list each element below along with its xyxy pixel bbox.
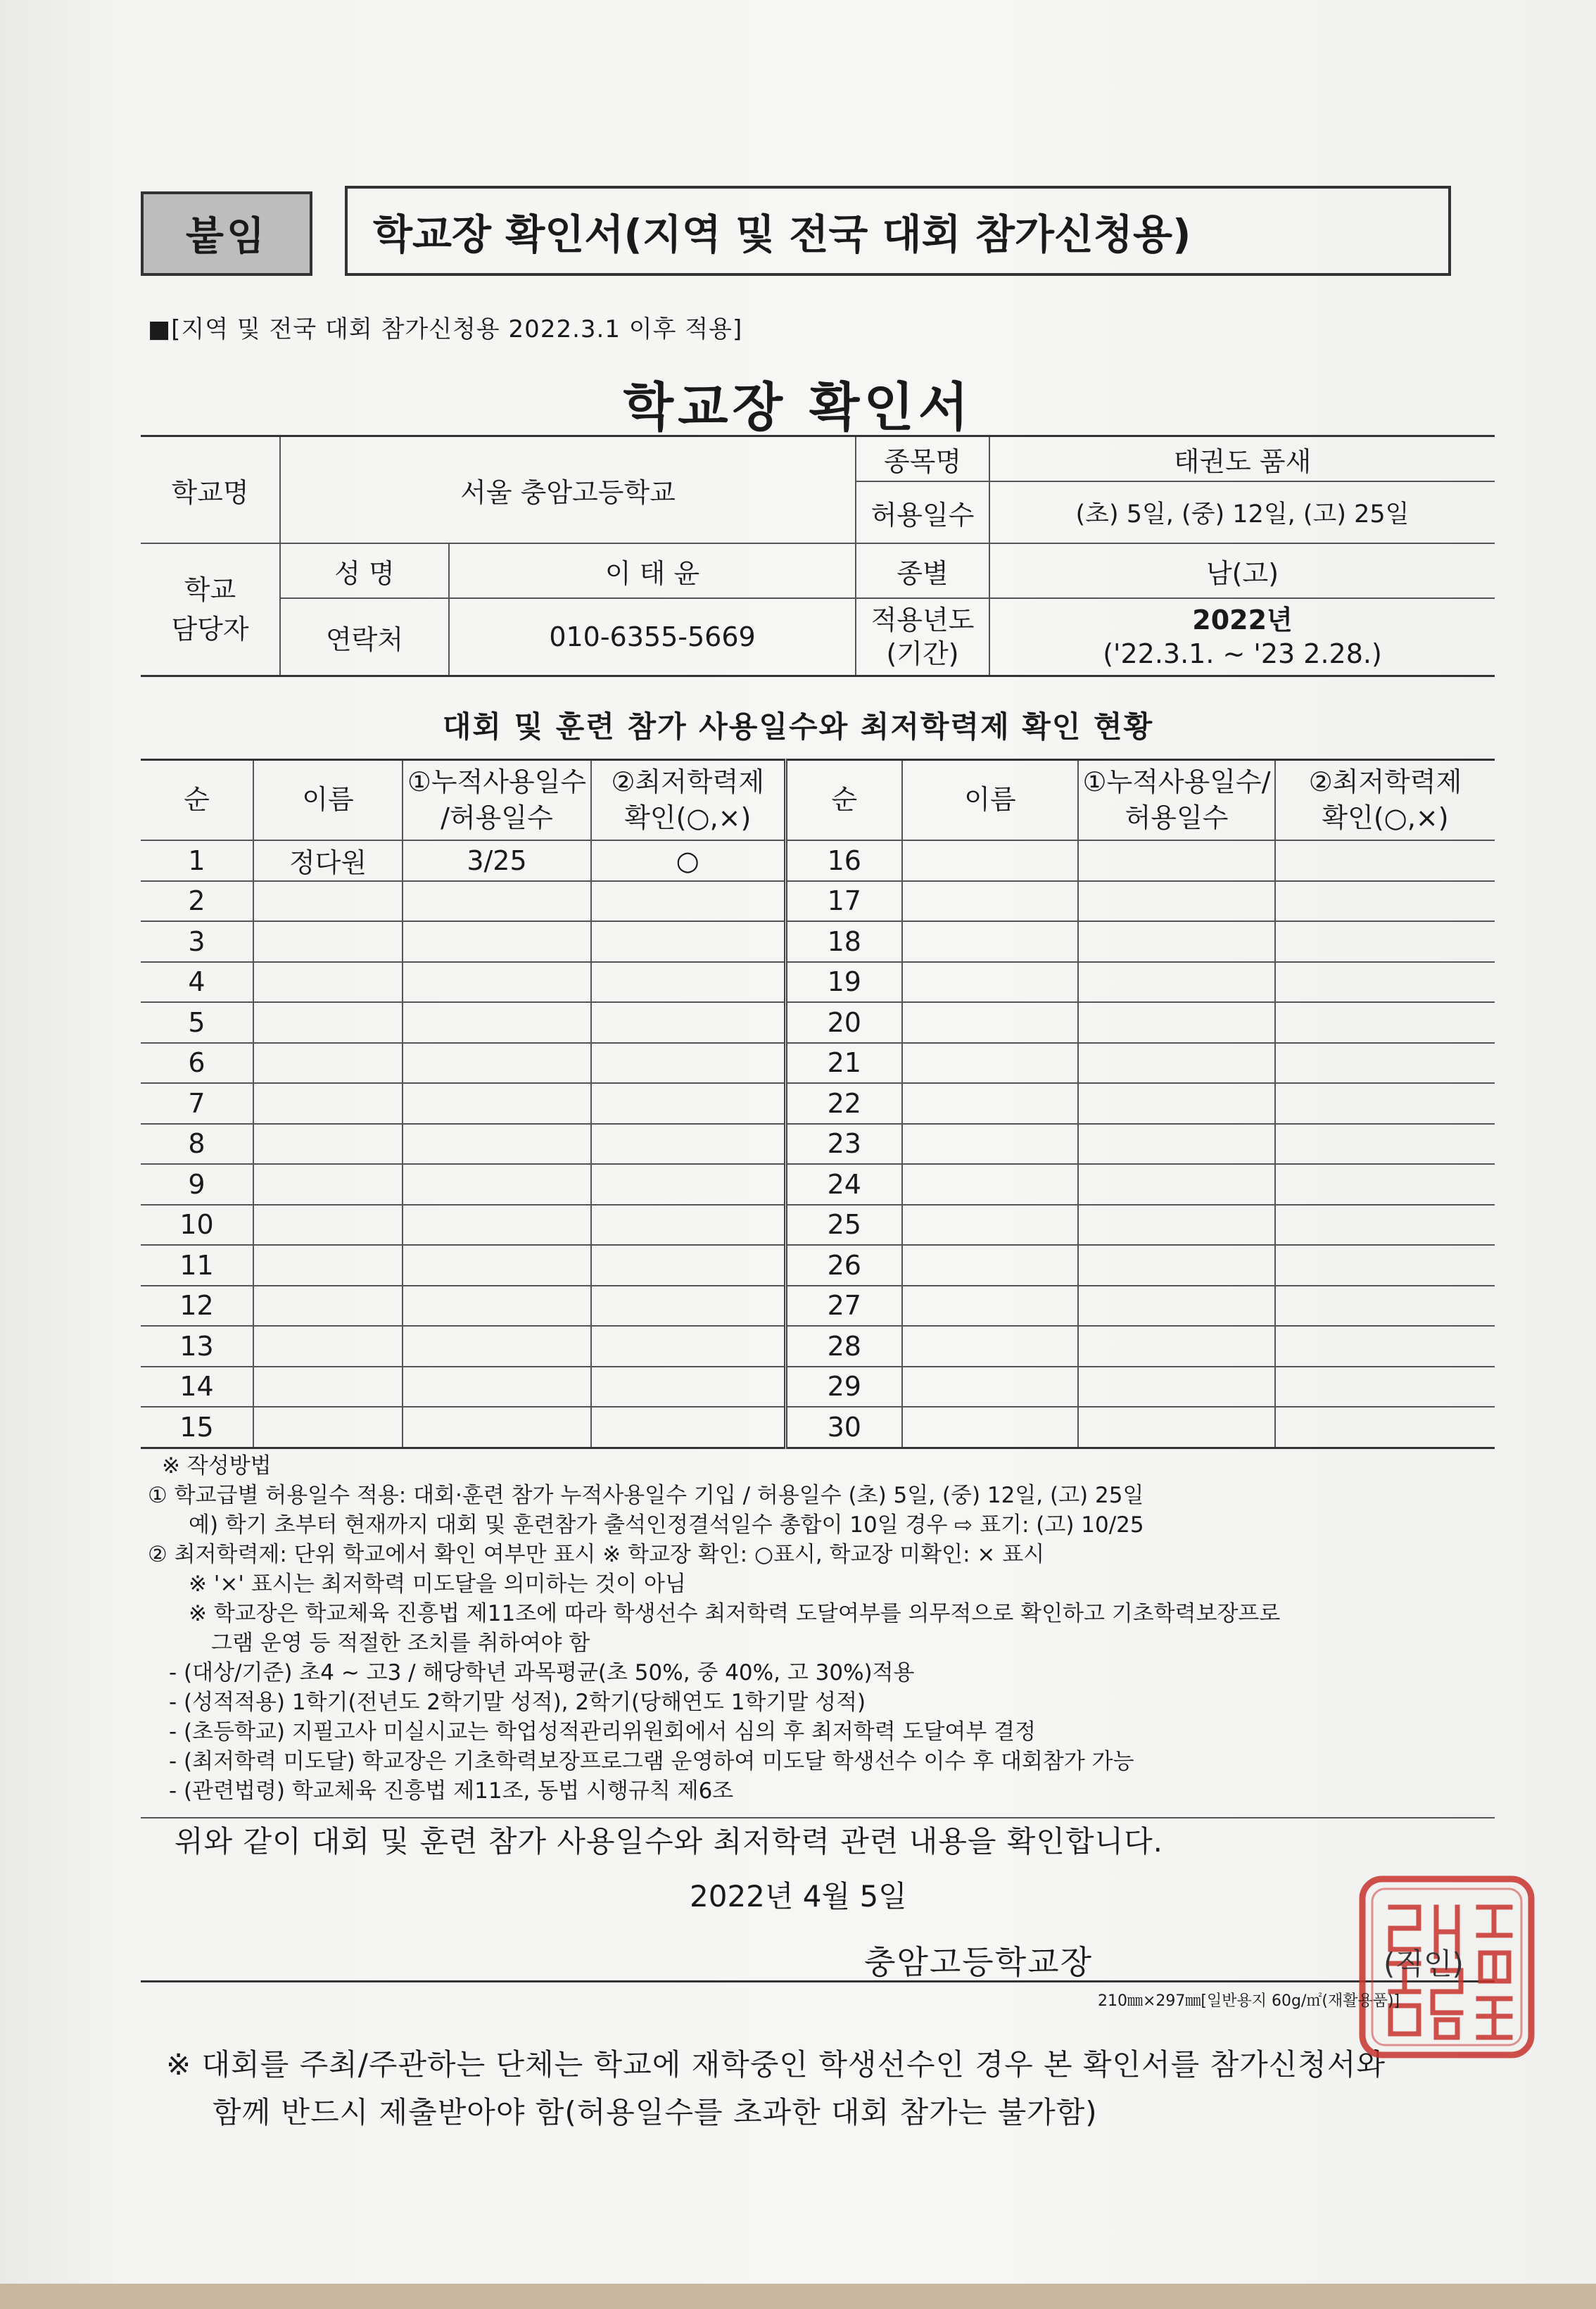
header-check-right: [1275, 760, 1495, 841]
header-check-left-line2: 확인(○,×): [624, 802, 752, 833]
row-used-left: [403, 1002, 591, 1043]
scope-note: ■[지역 및 전국 대회 참가신청용 2022.3.1 이후 적용]: [148, 315, 743, 343]
row-used-right: [1078, 962, 1275, 1003]
header-used-left: [403, 760, 591, 841]
row-check-right: [1275, 921, 1495, 962]
manager-label-line2: 담당자: [171, 614, 249, 645]
header-check-right-line2: 확인(○,×): [1322, 802, 1449, 833]
row-check-left: [591, 962, 785, 1003]
note-2-a: ※ '×' 표시는 최저학력 미도달을 의미하는 것이 아님: [189, 1571, 686, 1597]
row-name-right: [902, 1407, 1078, 1448]
header-used-left-line2: /허용일수: [441, 802, 553, 833]
row-name-left: [253, 962, 403, 1003]
info-table: [141, 435, 1495, 677]
row-number-left: 9: [141, 1164, 253, 1205]
table-row: [141, 1083, 1495, 1124]
row-used-left: [403, 962, 591, 1003]
row-number-left: 6: [141, 1043, 253, 1084]
row-check-left: [591, 1083, 785, 1124]
row-used-right: [1078, 1083, 1275, 1124]
row-check-left: [591, 1164, 785, 1205]
contact-value: 010-6355-5669: [449, 598, 856, 676]
row-used-left: [403, 881, 591, 922]
contact-label: 연락처: [280, 598, 449, 676]
row-number-right: 30: [785, 1407, 902, 1448]
row-number-right: 27: [785, 1286, 902, 1327]
row-used-left: [403, 1205, 591, 1246]
row-name-right: [902, 1002, 1078, 1043]
name-label: 성 명: [280, 543, 449, 598]
row-check-left: [591, 1367, 785, 1407]
row-used-left: [403, 1367, 591, 1407]
desk-surface: [0, 2284, 1596, 2309]
row-number-left: 12: [141, 1286, 253, 1327]
row-name-right: [902, 1245, 1078, 1286]
row-check-left: ○: [591, 840, 785, 881]
row-used-left: [403, 1286, 591, 1327]
row-number-left: 11: [141, 1245, 253, 1286]
row-used-right: [1078, 881, 1275, 922]
gender-label: 종별: [856, 543, 989, 598]
row-name-right: [902, 1083, 1078, 1124]
row-name-left: [253, 1205, 403, 1246]
row-number-left: 7: [141, 1083, 253, 1124]
row-check-right: [1275, 1326, 1495, 1367]
records-body: [141, 840, 1495, 1448]
main-title: 학교장 확인서: [623, 377, 973, 438]
row-name-left: [253, 1407, 403, 1448]
note-dash-3: - (초등학교) 지필고사 미실시교는 학업성적관리위원회에서 심의 후 최저학력 도달여부 결정: [169, 1719, 1037, 1745]
row-name-left: 정다원: [253, 840, 403, 881]
row-check-right: [1275, 1002, 1495, 1043]
row-number-right: 28: [785, 1326, 902, 1367]
row-check-right: [1275, 1286, 1495, 1327]
row-name-right: [902, 1043, 1078, 1084]
event-label: 종목명: [856, 436, 989, 482]
row-used-right: [1078, 1367, 1275, 1407]
row-number-right: 19: [785, 962, 902, 1003]
year-label-line2: (기간): [886, 638, 959, 669]
header-no-right: 순: [785, 760, 902, 841]
year-value-line1: 2022년: [1192, 605, 1293, 635]
row-used-left: [403, 1326, 591, 1367]
row-number-right: 17: [785, 881, 902, 922]
header-check-left: [591, 760, 785, 841]
row-name-left: [253, 1124, 403, 1165]
row-used-right: [1078, 1164, 1275, 1205]
row-name-left: [253, 1286, 403, 1327]
row-used-left: [403, 1043, 591, 1084]
row-name-left: [253, 1002, 403, 1043]
row-number-right: 20: [785, 1002, 902, 1043]
header-name-left: 이름: [253, 760, 403, 841]
manager-label-line1: 학교: [184, 574, 236, 605]
row-used-left: [403, 1164, 591, 1205]
row-number-left: 4: [141, 962, 253, 1003]
document-heading-text: 학교장 확인서(지역 및 전국 대회 참가신청용): [373, 210, 1191, 258]
gender-value: 남(고): [989, 543, 1495, 598]
year-value-line2: ('22.3.1. ~ '23 2.28.): [1103, 638, 1382, 669]
records-header-row: [141, 760, 1495, 841]
row-check-right: [1275, 1367, 1495, 1407]
row-number-right: 21: [785, 1043, 902, 1084]
notes: [148, 1451, 1499, 1806]
row-name-right: [902, 1286, 1078, 1327]
table-row: [141, 962, 1495, 1003]
row-used-right: [1078, 1407, 1275, 1448]
row-check-right: [1275, 1083, 1495, 1124]
note-2-b2: 그램 운영 등 적절한 조치를 취하여야 함: [211, 1631, 590, 1656]
row-check-right: [1275, 1245, 1495, 1286]
records-table: [141, 759, 1495, 1449]
row-name-left: [253, 1367, 403, 1407]
row-used-left: 3/25: [403, 840, 591, 881]
table-row: [141, 1407, 1495, 1448]
table-row: [141, 1164, 1495, 1205]
row-name-right: [902, 1124, 1078, 1165]
header-name-right: 이름: [902, 760, 1078, 841]
days-value: (초) 5일, (중) 12일, (고) 25일: [989, 481, 1495, 543]
footnote: [166, 2041, 1386, 2137]
table-row: [141, 1326, 1495, 1367]
row-number-right: 16: [785, 840, 902, 881]
row-check-right: [1275, 1164, 1495, 1205]
row-used-right: [1078, 1002, 1275, 1043]
header-used-right-line1: ①누적사용일수/: [1082, 766, 1271, 797]
document-heading: [345, 186, 1451, 276]
table-row: [141, 1367, 1495, 1407]
row-used-right: [1078, 1124, 1275, 1165]
footnote-line1: ※ 대회를 주최/주관하는 단체는 학교에 재학중인 학생선수인 경우 본 확인서를 참가신청서와: [166, 2047, 1386, 2082]
row-check-left: [591, 1326, 785, 1367]
row-name-right: [902, 881, 1078, 922]
row-name-left: [253, 881, 403, 922]
section-title: 대회 및 훈련 참가 사용일수와 최저학력제 확인 현황: [442, 709, 1154, 744]
row-number-right: 26: [785, 1245, 902, 1286]
header-no-left: 순: [141, 760, 253, 841]
attachment-label: 붙임: [141, 191, 312, 276]
row-name-right: [902, 921, 1078, 962]
footnote-line2: 함께 반드시 제출받아야 함(허용일수를 초과한 대회 참가는 불가함): [213, 2095, 1098, 2130]
row-check-right: [1275, 1205, 1495, 1246]
note-dash-5: - (관련법령) 학교체육 진흥법 제11조, 동법 시행규칙 제6조: [169, 1778, 734, 1804]
header-check-left-line1: ②최저학력제: [611, 766, 765, 797]
table-row: [141, 1124, 1495, 1165]
row-number-right: 23: [785, 1124, 902, 1165]
note-1-example: 예) 학기 초부터 현재까지 대회 및 훈련참가 출석인정결석일수 총합이 10일 경우 ⇨ 표기: (고) 10/25: [189, 1512, 1144, 1538]
note-dash-1: - (대상/기준) 초4 ~ 고3 / 해당학년 과목평균(초 50%, 중 40%, 고 30%)적용: [169, 1660, 915, 1685]
year-label: [856, 598, 989, 676]
row-check-left: [591, 1124, 785, 1165]
row-number-right: 18: [785, 921, 902, 962]
row-number-right: 29: [785, 1367, 902, 1407]
row-name-left: [253, 1083, 403, 1124]
row-check-right: [1275, 840, 1495, 881]
notes-title: ※ 작성방법: [162, 1453, 272, 1479]
confirmation-text: 위와 같이 대회 및 훈련 참가 사용일수와 최저학력 관련 내용을 확인합니다.: [175, 1824, 1164, 1859]
header-used-right-line2: 허용일수: [1125, 802, 1229, 833]
row-name-right: [902, 840, 1078, 881]
row-number-left: 14: [141, 1367, 253, 1407]
row-used-right: [1078, 1245, 1275, 1286]
row-check-left: [591, 921, 785, 962]
row-used-right: [1078, 840, 1275, 881]
days-label: 허용일수: [856, 481, 989, 543]
table-row: [141, 1205, 1495, 1246]
row-check-right: [1275, 962, 1495, 1003]
header-used-left-line1: ①누적사용일수: [407, 766, 587, 797]
principal-title: 충암고등학교장: [864, 1943, 1094, 1981]
table-row: [141, 1002, 1495, 1043]
school-value: 서울 충암고등학교: [280, 436, 856, 544]
row-check-left: [591, 1043, 785, 1084]
row-check-left: [591, 1407, 785, 1448]
row-name-right: [902, 1164, 1078, 1205]
header-check-right-line1: ②최저학력제: [1308, 766, 1462, 797]
row-check-right: [1275, 881, 1495, 922]
paper-spec: 210㎜×297㎜[일반용지 60g/㎡(재활용품)]: [1098, 1992, 1400, 2010]
row-check-left: [591, 1002, 785, 1043]
issue-date: 2022년 4월 5일: [690, 1879, 907, 1913]
note-2: ② 최저학력제: 단위 학교에서 확인 여부만 표시 ※ 학교장 확인: ○표시, 학교장 미확인: × 표시: [148, 1542, 1045, 1567]
row-number-right: 25: [785, 1205, 902, 1246]
row-number-right: 22: [785, 1083, 902, 1124]
row-number-left: 5: [141, 1002, 253, 1043]
note-2-b1: ※ 학교장은 학교체육 진흥법 제11조에 따라 학생선수 최저학력 도달여부를 의무적으로 확인하고 기초학력보장프로: [189, 1601, 1281, 1626]
manager-label: [141, 543, 280, 676]
row-used-right: [1078, 1205, 1275, 1246]
row-name-left: [253, 1164, 403, 1205]
row-check-right: [1275, 1124, 1495, 1165]
row-used-right: [1078, 1286, 1275, 1327]
year-value: [989, 598, 1495, 676]
row-used-left: [403, 1245, 591, 1286]
table-row: [141, 881, 1495, 922]
row-check-left: [591, 881, 785, 922]
row-name-right: [902, 1326, 1078, 1367]
row-number-left: 10: [141, 1205, 253, 1246]
row-number-left: 8: [141, 1124, 253, 1165]
row-used-left: [403, 1083, 591, 1124]
row-used-left: [403, 1124, 591, 1165]
row-used-right: [1078, 1326, 1275, 1367]
row-used-left: [403, 921, 591, 962]
row-name-left: [253, 1326, 403, 1367]
note-dash-4: - (최저학력 미도달) 학교장은 기초학력보장프로그램 운영하여 미도달 학생선수 이수 후 대회참가 가능: [169, 1749, 1134, 1774]
row-used-right: [1078, 921, 1275, 962]
table-row: [141, 1245, 1495, 1286]
event-value: 태권도 품새: [989, 436, 1495, 482]
note-dash-2: - (성적적용) 1학기(전년도 2학기말 성적), 2학기(당해연도 1학기말 성적): [169, 1690, 866, 1715]
row-number-right: 24: [785, 1164, 902, 1205]
seal-label: (직인): [1383, 1947, 1464, 1981]
note-1: ① 학교급별 허용일수 적용: 대회·훈련 참가 누적사용일수 기입 / 허용일수 (초) 5일, (중) 12일, (고) 25일: [148, 1483, 1144, 1508]
table-row: [141, 840, 1495, 881]
row-check-right: [1275, 1043, 1495, 1084]
row-name-right: [902, 1367, 1078, 1407]
row-name-left: [253, 1245, 403, 1286]
table-row: [141, 921, 1495, 962]
row-name-right: [902, 962, 1078, 1003]
row-used-right: [1078, 1043, 1275, 1084]
row-name-right: [902, 1205, 1078, 1246]
row-number-left: 2: [141, 881, 253, 922]
year-label-line1: 적용년도: [870, 605, 975, 635]
row-name-left: [253, 1043, 403, 1084]
table-row: [141, 1043, 1495, 1084]
table-row: [141, 1286, 1495, 1327]
name-value: 이 태 윤: [449, 543, 856, 598]
row-check-left: [591, 1205, 785, 1246]
row-check-left: [591, 1286, 785, 1327]
row-used-left: [403, 1407, 591, 1448]
row-name-left: [253, 921, 403, 962]
row-number-left: 13: [141, 1326, 253, 1367]
row-number-left: 15: [141, 1407, 253, 1448]
row-number-left: 1: [141, 840, 253, 881]
header-used-right: [1078, 760, 1275, 841]
school-label: 학교명: [141, 436, 280, 544]
row-check-right: [1275, 1407, 1495, 1448]
row-check-left: [591, 1245, 785, 1286]
divider: [141, 1980, 1495, 1982]
row-number-left: 3: [141, 921, 253, 962]
